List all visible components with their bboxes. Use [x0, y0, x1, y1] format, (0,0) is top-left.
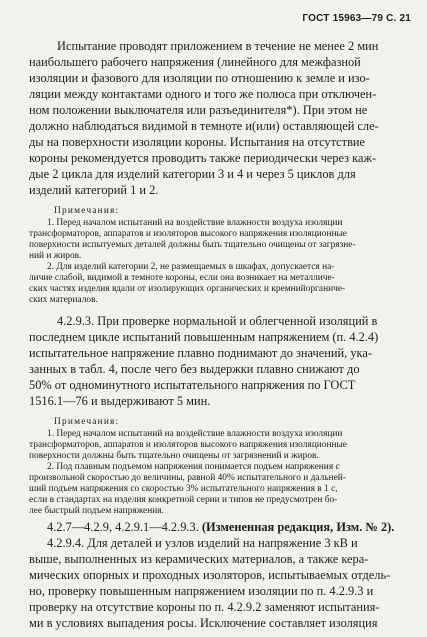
note-line: лее быстрый подъем напряжения.: [29, 506, 164, 516]
note-line: личие слабой, видимой в темноте короны, если она возникает на металличе-: [29, 273, 335, 283]
text-line: Испытание проводят приложением в течение не менее 2 мин: [57, 39, 379, 53]
text-line: дые 2 цикла для изделий категории 3 и 4 и через 5 циклов для: [29, 167, 356, 181]
note-line: ских материалов.: [29, 295, 98, 305]
note-line: 2. Для изделий категории 2, не размещаемых в шкафах, допускается на-: [47, 262, 335, 272]
edition-note: (Измененная редакция, Изм. № 2).: [201, 520, 395, 534]
text-line: 50% от одноминутного испытательного напряжения по ГОСТ: [29, 378, 356, 392]
text-line: ды на поверхности изоляции короны. Испытания на отсутствие: [29, 135, 366, 149]
text-line: короны рекомендуется проводить также периодически через каж-: [29, 151, 377, 165]
notes-title: Примечания:: [54, 417, 120, 427]
note-line: поверхности должны быть тщательно очищены от загрязнений и жиров.: [29, 451, 319, 461]
text-line: 1516.1—76 и выдерживают 5 мин.: [29, 394, 211, 408]
note-line: 2. Под плавным подъемом напряжения понимается подъем напряжения с: [47, 462, 340, 472]
note-line: 1. Перед началом испытаний на воздействие влажности воздуха изоляции: [47, 218, 343, 228]
text-line: ми в условиях выпадения росы. Исключение составляет изоляция: [29, 616, 378, 630]
note-line: ских частях изделия вдали от изолирующих органических и кремнийорганиче-: [29, 284, 346, 294]
text-line: занных в табл. 4, после чего без выдержки плавно снижают до: [29, 362, 360, 376]
note-line: ший подъем напряжения со скоростью 3% испытательного напряжения в 1 с,: [29, 484, 338, 494]
text-line: изделий категорий 1 и 2.: [29, 183, 159, 197]
text-line: изоляции и фазового для изоляции по отношению к земле и изо-: [29, 71, 370, 85]
text-line: ном положении выключателя или разъединителя*). При этом не: [29, 103, 368, 117]
edition-reference: 4.2.7—4.2.9, 4.2.9.1—4.2.9.3.: [47, 520, 199, 534]
edition-line: [47, 521, 394, 533]
text-line: но, проверку повышенным напряжением изоляции по п. 4.2.9.3 и: [29, 584, 374, 598]
note-line: поверхности испытуемых деталей должны быть тщательно очищены от загрязне-: [29, 240, 356, 250]
note-line: 1. Перед началом испытаний на воздействие влажности воздуха изоляции: [47, 429, 343, 439]
note-line: трансформаторов, аппаратов и изоляторов высокого напряжения изоляционные: [29, 440, 347, 450]
text-line: должно наблюдаться видимой в темноте и(или) оставляющей сле-: [29, 119, 379, 133]
note-line: трансформаторов, аппаратов и изоляторов высокого напряжения изоляционные: [29, 229, 347, 239]
text-line: выше, выполненных из керамических материалов, а также кера-: [29, 552, 369, 566]
notes-title: Примечания:: [54, 206, 120, 216]
note-line: произвольной скоростью до величины, равной 40% испытательного и дальней-: [29, 473, 346, 483]
page-header: ГОСТ 15963—79 С. 21: [302, 13, 411, 24]
text-line: испытательное напряжение плавно поднимают до значений, ука-: [29, 346, 372, 360]
text-line: ляции между контактами одного и того же полюса при отключен-: [29, 87, 377, 101]
note-line: если в стандартах на изделия конкретной серии и типов не предусмотрен бо-: [29, 495, 338, 505]
text-line: наибольшего рабочего напряжения (линейного для межфазной: [29, 55, 361, 69]
text-line: последнем цикле испытаний повышенным напряжением (п. 4.2.4): [29, 330, 379, 344]
text-line: 4.2.9.3. При проверке нормальной и облегченной изоляций в: [57, 314, 378, 328]
text-line: мических опорных и проходных изоляторов, испытываемых отдель-: [29, 568, 391, 582]
text-line: 4.2.9.4. Для деталей и узлов изделий на напряжение 3 кВ и: [47, 536, 358, 550]
note-line: ний и жиров.: [29, 251, 82, 261]
text-line: проверку на отсутствие короны по п. 4.2.9.2 заменяют испытания-: [29, 600, 380, 614]
